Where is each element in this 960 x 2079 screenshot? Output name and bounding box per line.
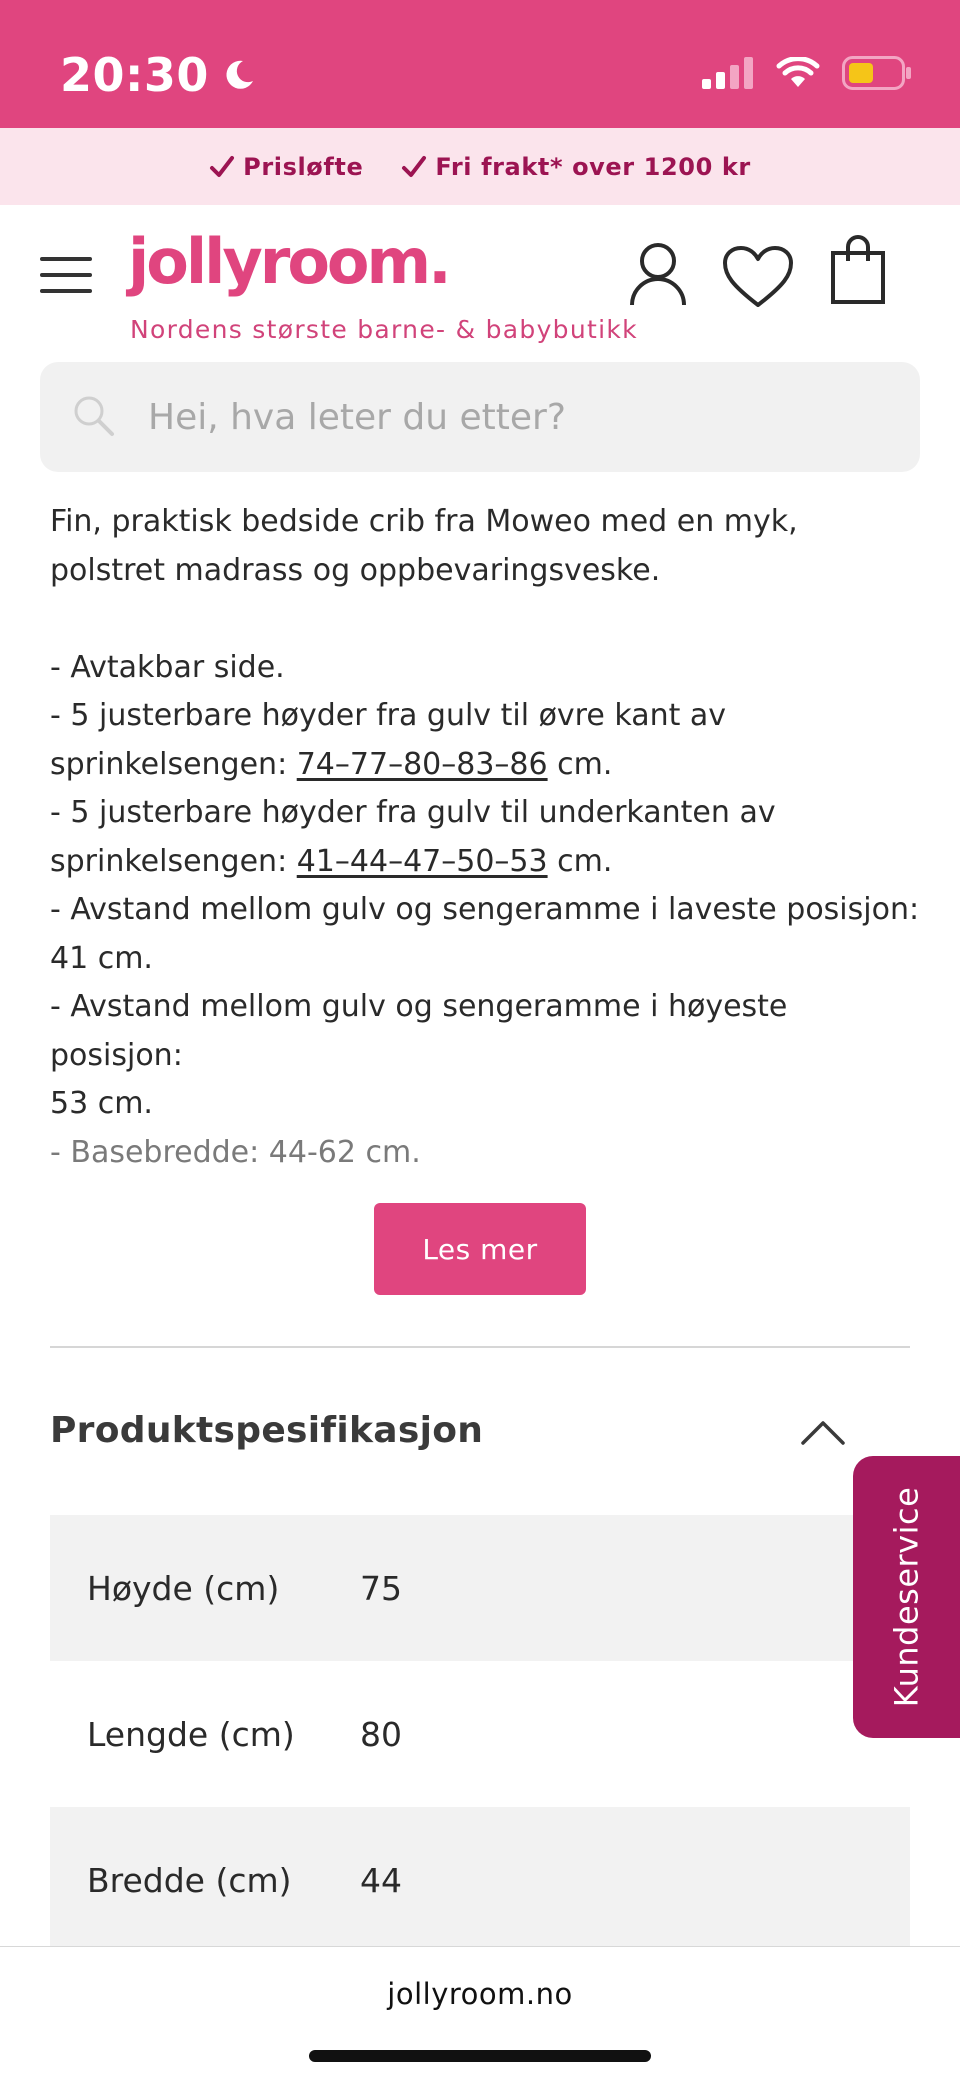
read-more-button[interactable]: Les mer (374, 1203, 586, 1295)
promo-bar (0, 128, 960, 205)
desc-line: - Avstand mellom gulv og sengeramme i høyeste posisjon: (50, 989, 788, 1073)
search-icon (72, 394, 116, 438)
battery-icon (842, 56, 912, 90)
height-values-link[interactable]: 74–77–80–83–86 (296, 746, 548, 782)
desc-line: - 5 justerbare høyder fra gulv til underkanten av (50, 795, 776, 830)
promo-label: Prisløfte (243, 152, 364, 181)
desc-line (50, 741, 920, 790)
desc-text: sprinkelsengen: (50, 843, 297, 879)
tagline: Nordens største barne- & babybutikk (130, 315, 638, 344)
spec-row (50, 1807, 910, 1953)
promo-price-promise (209, 153, 363, 181)
desc-line: - 5 justerbare høyder fra gulv til øvre kant av (50, 698, 727, 733)
desc-line: 53 cm. (50, 1086, 153, 1121)
spec-table (50, 1515, 910, 1953)
url-display[interactable]: jollyroom.no (387, 1977, 573, 2011)
signal-icon (702, 57, 754, 89)
spec-label: Høyde (cm) (87, 1568, 280, 1608)
promo-free-shipping (401, 153, 750, 181)
spec-value: 44 (360, 1860, 402, 1900)
desc-text: cm. (547, 746, 613, 782)
site-header (0, 205, 960, 355)
chevron-up-icon[interactable] (800, 1418, 846, 1446)
logo[interactable]: jollyroom. (128, 225, 449, 298)
desc-line: polstret madrass og oppbevaringsveske. (50, 552, 661, 588)
account-icon[interactable] (628, 241, 688, 307)
height-values-link[interactable]: 41–44–47–50–53 (296, 843, 548, 879)
desc-text: cm. (547, 843, 613, 879)
desc-line: - Avtakbar side. (50, 649, 285, 685)
wifi-icon (776, 57, 820, 89)
status-time (60, 48, 257, 102)
status-icons (702, 56, 912, 90)
spec-value: 75 (360, 1568, 402, 1608)
spec-value: 80 (360, 1714, 402, 1754)
menu-icon[interactable] (40, 257, 92, 293)
customer-service-tab[interactable] (853, 1456, 960, 1738)
browser-bottom-bar (0, 1946, 960, 2079)
checkmark-icon (209, 155, 235, 179)
clock: 20:30 (60, 48, 209, 102)
moon-icon (221, 57, 257, 93)
search-bar[interactable] (40, 362, 920, 472)
desc-line (50, 838, 920, 887)
search-input[interactable] (148, 362, 888, 472)
divider (50, 1346, 910, 1348)
checkmark-icon (401, 155, 427, 179)
promo-label: Fri frakt* over 1200 kr (435, 152, 751, 181)
spec-row (50, 1515, 910, 1661)
spec-label: Lengde (cm) (87, 1714, 295, 1754)
home-indicator[interactable] (309, 2050, 651, 2062)
status-bar (0, 0, 960, 128)
spec-label: Bredde (cm) (87, 1860, 292, 1900)
desc-line: - Avstand mellom gulv og sengeramme i laveste posisjon: (50, 892, 920, 927)
customer-service-label: Kundeservice (887, 1486, 926, 1708)
spec-row (50, 1661, 910, 1807)
desc-line: Fin, praktisk bedside crib fra Moweo med en myk, (50, 504, 798, 539)
desc-line: 41 cm. (50, 940, 153, 976)
product-description (50, 498, 920, 1177)
heart-icon[interactable] (722, 245, 794, 309)
spec-section-title[interactable]: Produktspesifikasjon (50, 1410, 484, 1451)
bag-icon[interactable] (830, 235, 886, 305)
desc-text: sprinkelsengen: (50, 746, 297, 782)
desc-line-faded: - Basebredde: 44-62 cm. (50, 1134, 421, 1170)
